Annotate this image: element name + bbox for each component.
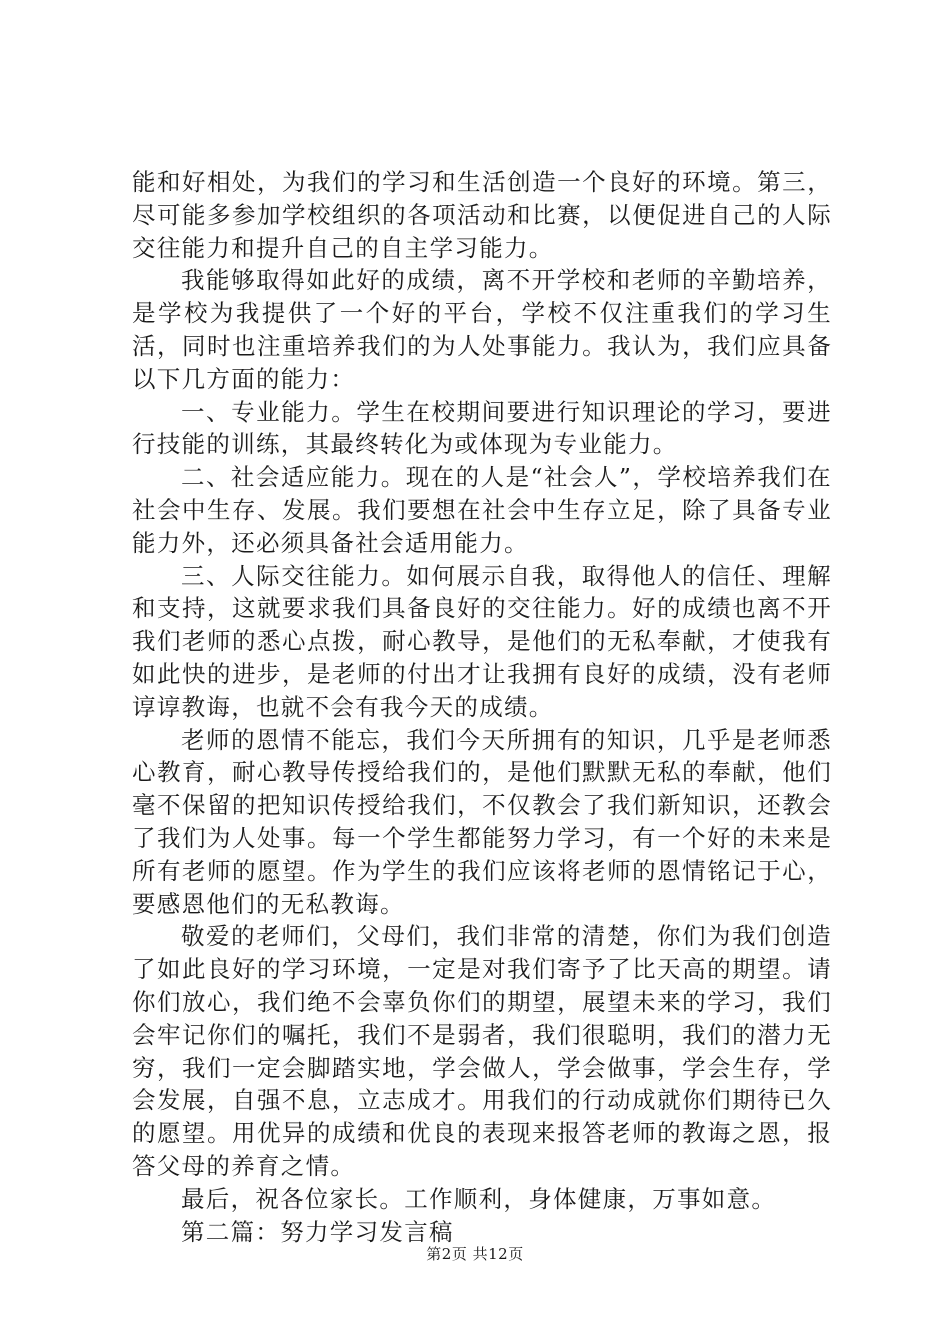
paragraph-7: 敬爱的老师们，父母们，我们非常的清楚，你们为我们创造了如此良好的学习环境，一定是对我们寄予了比天高的期望。请你们放心，我们绝不会辜负你们的期望，展望未来的学习，我们会牢记你们的嘱托，我们不是弱者，我们很聪明，我们的潜力无穷，我们一定会脚踏实地，学会做人，学会做事，学会生存，学会发展，自强不息，立志成才。用我们的行动成就你们期待已久的愿望。用优异的成绩和优良的表现来报答老师的教诲之恩，报答父母的养育之情。 [132,922,832,1180]
paragraph-3: 一、专业能力。学生在校期间要进行知识理论的学习，要进行技能的训练，其最终转化为或体现为专业能力。 [132,397,832,459]
paragraph-8: 最后，祝各位家长。工作顺利，身体健康，万事如意。 [181,1184,777,1213]
paragraph-4: 二、社会适应能力。现在的人是“社会人”，学校培养我们在社会中生存、发展。我们要想在社会中生存立足，除了具备专业能力外，还必须具备社会适用能力。 [132,463,832,557]
page-number-footer: 第2页 共12页 [426,1245,524,1263]
paragraph-6: 老师的恩情不能忘，我们今天所拥有的知识，几乎是老师悉心教育，耐心教导传授给我们的，是他们默默无私的奉献，他们毫不保留的把知识传授给我们，不仅教会了我们新知识，还教会了我们为人处事。每一个学生都能努力学习，有一个好的未来是所有老师的愿望。作为学生的我们应该将老师的恩情铭记于心，要感恩他们的无私教诲。 [132,725,832,918]
paragraph-1: 能和好相处，为我们的学习和生活创造一个良好的环境。第三，尽可能多参加学校组织的各项活动和比赛，以便促进自己的人际交往能力和提升自己的自主学习能力。 [132,168,832,262]
paragraph-5: 三、人际交往能力。如何展示自我，取得他人的信任、理解和支持，这就要求我们具备良好的交往能力。好的成绩也离不开我们老师的悉心点拨，耐心教导，是他们的无私奉献，才使我有如此快的进步，是老师的付出才让我拥有良好的成绩，没有老师谆谆教诲，也就不会有我今天的成绩。 [132,561,832,721]
section-heading: 第二篇：努力学习发言稿 [181,1217,454,1246]
paragraph-2: 我能够取得如此好的成绩，离不开学校和老师的辛勤培养，是学校为我提供了一个好的平台，学校不仅注重我们的学习生活，同时也注重培养我们的为人处事能力。我认为，我们应具备以下几方面的能力： [132,266,832,393]
document-body [132,166,832,1248]
